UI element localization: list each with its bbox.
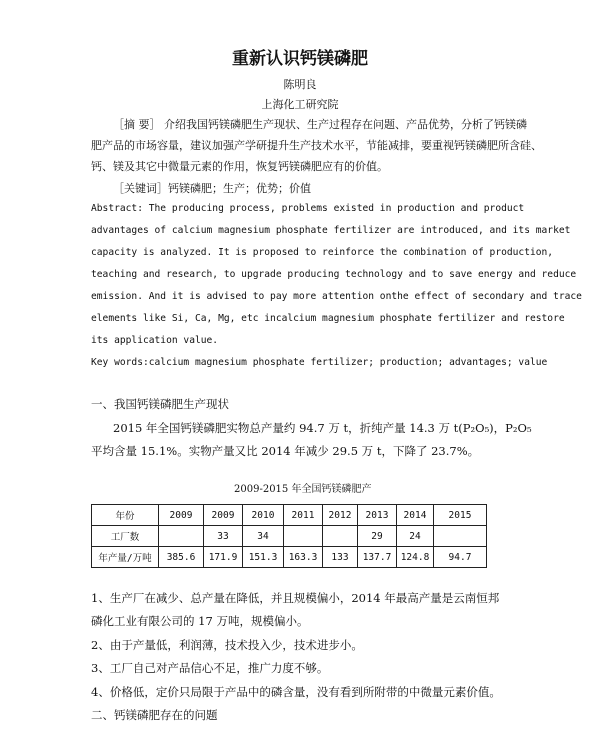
paper-title: 重新认识钙镁磷肥 bbox=[232, 49, 368, 69]
table-header-cell: 2014 bbox=[397, 505, 434, 526]
table-cell: 171.9 bbox=[204, 547, 243, 568]
list-item-line: 4、价格低，定价只局限于产品中的磷含量，没有看到所附带的中微量元素价值。 bbox=[91, 685, 501, 699]
table-header-cell: 年份 bbox=[92, 505, 159, 526]
table-row bbox=[92, 547, 487, 568]
table-row bbox=[92, 526, 487, 547]
keywords-cn: ［关键词］钙镁磷肥；生产；优势；价值 bbox=[113, 182, 311, 195]
abstract-en-line: emission. And it is advised to pay more attention onthe effect of secondary and trace bbox=[91, 291, 582, 302]
table-header-cell: 2009 bbox=[159, 505, 204, 526]
paragraph-line: 平均含量 15.1%。实物产量又比 2014 年减少 29.5 万 t，下降了 23.7%。 bbox=[91, 444, 480, 458]
table-header-cell: 2012 bbox=[323, 505, 358, 526]
author-name: 陈明良 bbox=[283, 78, 317, 91]
list-item-line: 1、生产厂在减少、总产量在降低，并且规模偏小，2014 年最高产量是云南恒邦 bbox=[91, 591, 500, 605]
table-cell bbox=[323, 526, 358, 547]
table-row-label: 工厂数 bbox=[92, 526, 159, 547]
table-cell: 163.3 bbox=[284, 547, 323, 568]
section-heading: 一、我国钙镁磷肥生产现状 bbox=[91, 397, 229, 411]
paragraph-line: 2015 年全国钙镁磷肥实物总产量约 94.7 万 t，折纯产量 14.3 万 t(P₂O₅)，P₂O₅ bbox=[113, 421, 532, 435]
table-cell: 94.7 bbox=[434, 547, 487, 568]
abstract-en-line: elements like Si, Ca, Mg, etc incalcium magnesium phosphate fertilizer and restore bbox=[91, 313, 565, 324]
list-item-line: 3、工厂自己对产品信心不足，推广力度不够。 bbox=[91, 661, 329, 675]
keywords-en: Key words:calcium magnesium phosphate fertilizer; production; advantages; value bbox=[91, 357, 548, 368]
abstract-cn-line: 肥产品的市场容量，建议加强产学研提升生产技术水平，节能减排，要重视钙镁磷肥所含硅、 bbox=[91, 139, 542, 152]
abstract-cn-line: 钙、镁及其它中微量元素的作用，恢复钙镁磷肥应有的价值。 bbox=[91, 160, 388, 173]
table-header-row bbox=[92, 505, 487, 526]
table-header-cell: 2010 bbox=[243, 505, 284, 526]
table-cell: 385.6 bbox=[159, 547, 204, 568]
table-cell: 151.3 bbox=[243, 547, 284, 568]
table-cell: 34 bbox=[243, 526, 284, 547]
abstract-en-line: its application value. bbox=[91, 335, 219, 346]
table-header-cell: 2011 bbox=[284, 505, 323, 526]
section-heading: 二、钙镁磷肥存在的问题 bbox=[91, 708, 218, 722]
table-cell: 133 bbox=[323, 547, 358, 568]
abstract-en-line: teaching and research, to upgrade producing technology and to save energy and reduce bbox=[91, 269, 577, 280]
table-cell: 137.7 bbox=[358, 547, 397, 568]
abstract-en-line: capacity is analyzed. It is proposed to reinforce the combination of production, bbox=[91, 247, 554, 258]
table-cell: 33 bbox=[204, 526, 243, 547]
abstract-cn-line: ［摘 要］ 介绍我国钙镁磷肥生产现状、生产过程存在问题、产品优势，分析了钙镁磷 bbox=[113, 118, 527, 131]
table-cell bbox=[159, 526, 204, 547]
table-caption: 2009-2015 年全国钙镁磷肥产 bbox=[234, 484, 372, 495]
table-cell bbox=[434, 526, 487, 547]
table-header-cell: 2015 bbox=[434, 505, 487, 526]
table-header-cell: 2013 bbox=[358, 505, 397, 526]
abstract-en-line: Abstract: The producing process, problems existed in production and product bbox=[91, 203, 525, 214]
table-header-cell: 2009 bbox=[204, 505, 243, 526]
table-row-label: 年产量/万吨 bbox=[92, 547, 159, 568]
list-item-line: 磷化工业有限公司的 17 万吨，规模偏小。 bbox=[91, 614, 309, 628]
table-cell: 24 bbox=[397, 526, 434, 547]
production-table bbox=[91, 504, 487, 568]
table-cell bbox=[284, 526, 323, 547]
table-cell: 124.8 bbox=[397, 547, 434, 568]
abstract-en-line: advantages of calcium magnesium phosphate fertilizer are introduced, and its market bbox=[91, 225, 571, 236]
list-item-line: 2、由于产量低，利润薄，技术投入少，技术进步小。 bbox=[91, 638, 363, 652]
affiliation: 上海化工研究院 bbox=[261, 98, 339, 111]
table-cell: 29 bbox=[358, 526, 397, 547]
